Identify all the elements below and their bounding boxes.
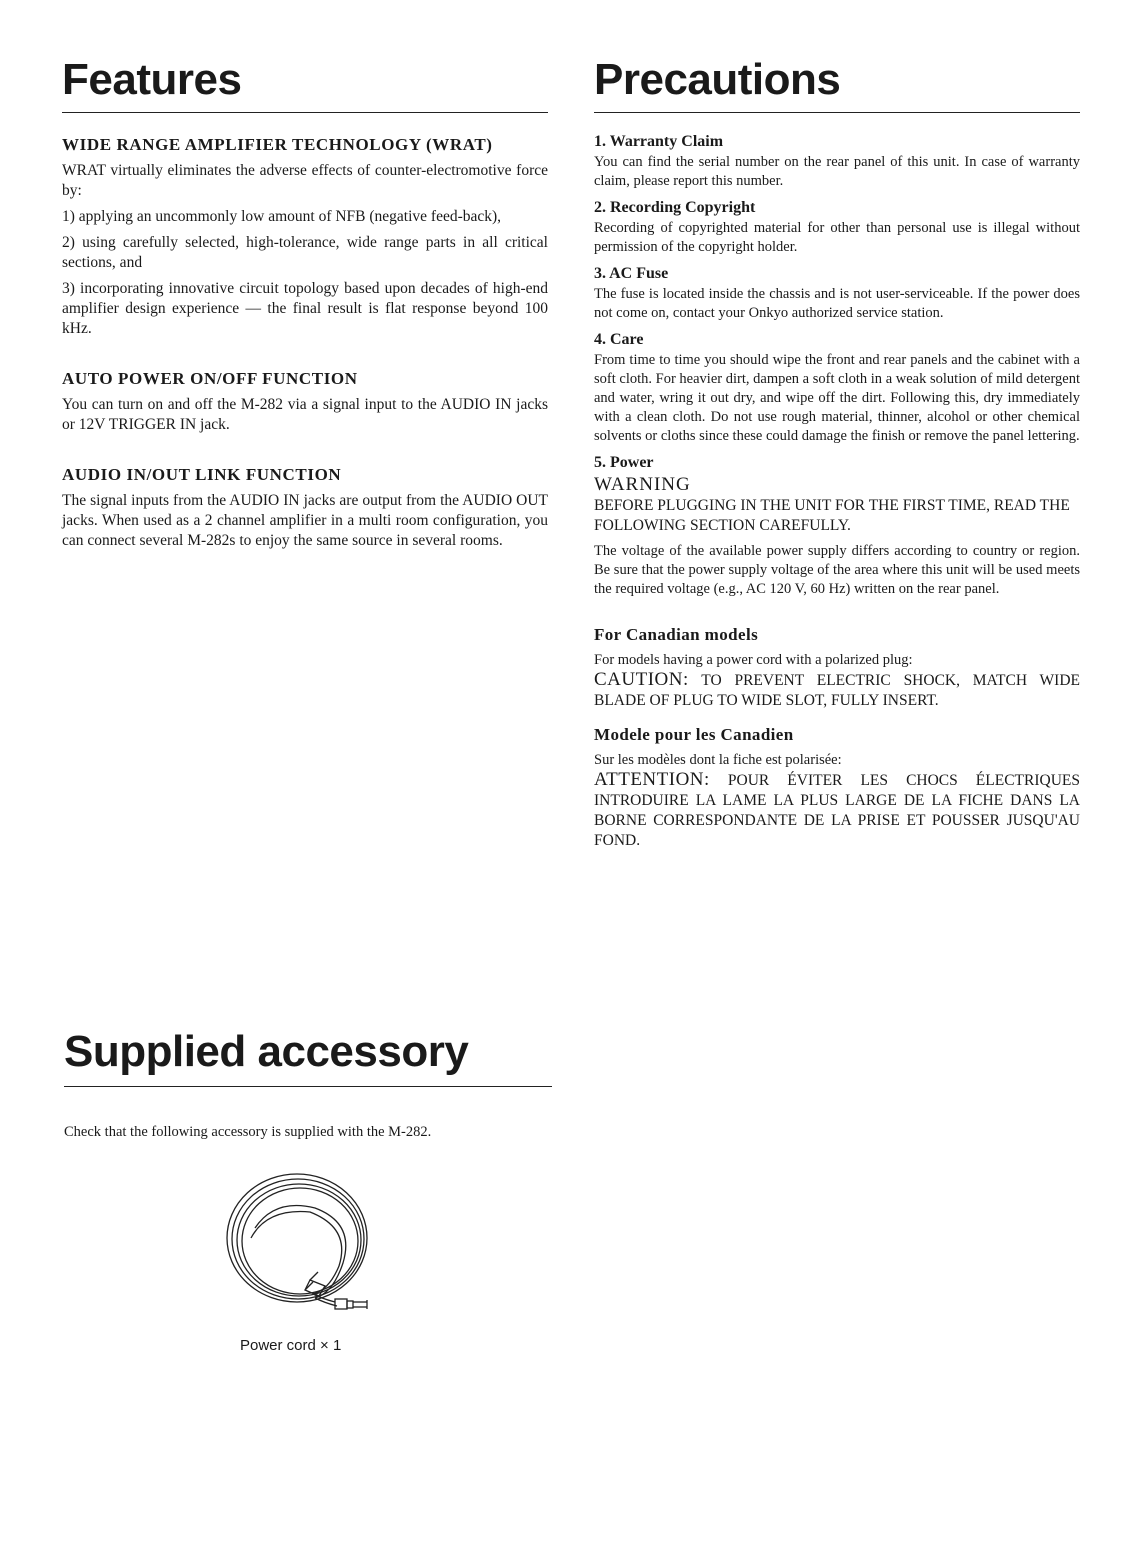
- precaution-title: 4. Care: [594, 331, 644, 348]
- precaution-item: [594, 133, 1080, 191]
- attention-text: POUR ÉVITER LES CHOCS ÉLECTRIQUES INTRODUIRE LA LAME LA PLUS LARGE DE LA FICHE DANS LA BORNE CORRESPONDANTE DE LA PRISE ET POUSSER JUSQU'AU FOND.: [594, 772, 1080, 849]
- warning-text: The voltage of the available power supply differs according to country or region. Be sure that the power supply voltage of the area where this unit will be used meets the required voltage (e.g., AC 120 V, 60 Hz) written on the rear panel.: [594, 543, 1080, 597]
- precaution-title: 3. AC Fuse: [594, 265, 669, 282]
- precaution-item: [594, 454, 1080, 472]
- features-section: [62, 55, 548, 557]
- precaution-text: The fuse is located inside the chassis and is not user-serviceable. If the power does not come on, contact your Onkyo authorized service station.: [594, 286, 1080, 321]
- precaution-item: [594, 331, 1080, 446]
- precaution-title: 5. Power: [594, 454, 654, 471]
- precautions-title: Precautions: [594, 55, 841, 104]
- warning-label: WARNING: [594, 474, 691, 495]
- features-rule: [62, 112, 548, 113]
- power-cord-caption: Power cord × 1: [240, 1337, 342, 1354]
- link-heading: AUDIO IN/OUT LINK FUNCTION: [62, 465, 342, 484]
- accessory-section: [64, 1027, 552, 1148]
- french-heading: Modele pour les Canadien: [594, 725, 794, 744]
- precautions-section: [594, 55, 1080, 857]
- french-text: Sur les modèles dont la fiche est polarisée:: [594, 752, 842, 768]
- autopower-text: You can turn on and off the M-282 via a signal input to the AUDIO IN jacks or 12V TRIGGER IN jack.: [62, 396, 548, 433]
- attention-label: ATTENTION:: [594, 769, 710, 790]
- power-cord-figure: [215, 1168, 385, 1318]
- caution-text: TO PREVENT ELECTRIC SHOCK, MATCH WIDE BLADE OF PLUG TO WIDE SLOT, FULLY INSERT.: [594, 672, 1080, 709]
- power-cord-icon: [215, 1168, 385, 1318]
- accessory-rule: [64, 1086, 552, 1087]
- features-title: Features: [62, 55, 242, 104]
- accessory-text: Check that the following accessory is supplied with the M-282.: [64, 1124, 432, 1140]
- wrat-heading: WIDE RANGE AMPLIFIER TECHNOLOGY (WRAT): [62, 135, 493, 154]
- precautions-rule: [594, 112, 1080, 113]
- canadian-caution: [594, 670, 1080, 711]
- french-attention: [594, 770, 1080, 851]
- accessory-title: Supplied accessory: [64, 1027, 469, 1076]
- wrat-point-1: 1) applying an uncommonly low amount of NFB (negative feed-back),: [62, 208, 502, 225]
- precaution-text: You can find the serial number on the rear panel of this unit. In case of warranty claim, please report this number.: [594, 154, 1080, 189]
- wrat-intro: WRAT virtually eliminates the adverse effects of counter-electromotive force by:: [62, 162, 548, 199]
- precaution-item: [594, 265, 1080, 323]
- precaution-item: [594, 199, 1080, 257]
- wrat-point-2: 2) using carefully selected, high-tolerance, wide range parts in all critical sections, and: [62, 234, 548, 271]
- warning-caps: BEFORE PLUGGING IN THE UNIT FOR THE FIRST TIME, READ THE FOLLOWING SECTION CAREFULLY.: [594, 497, 1070, 534]
- wrat-point-3: 3) incorporating innovative circuit topology based upon decades of high-end amplifier design experience — the final result is flat response beyond 100 kHz.: [62, 280, 548, 337]
- precaution-title: 2. Recording Copyright: [594, 199, 756, 216]
- precaution-title: 1. Warranty Claim: [594, 133, 724, 150]
- link-text: The signal inputs from the AUDIO IN jacks are output from the AUDIO OUT jacks. When used as a 2 channel amplifier in a multi room configuration, you can connect several M-282s to enjoy the same source in several rooms.: [62, 492, 548, 549]
- canadian-text: For models having a power cord with a polarized plug:: [594, 652, 913, 668]
- precaution-text: From time to time you should wipe the front and rear panels and the cabinet with a soft cloth. For heavier dirt, dampen a soft cloth in a weak solution of mild detergent and water, wring it out dry, and wipe off the dirt. Following this, dry immediately with a clean cloth. Do not use rough material, thinner, alcohol or other chemical solvents or cloths since these could damage the finish or remove the panel lettering.: [594, 352, 1080, 444]
- precaution-text: Recording of copyrighted material for other than personal use is illegal without permission of the copyright holder.: [594, 220, 1080, 255]
- caution-label: CAUTION:: [594, 669, 689, 690]
- canadian-heading: For Canadian models: [594, 625, 759, 644]
- autopower-heading: AUTO POWER ON/OFF FUNCTION: [62, 369, 358, 388]
